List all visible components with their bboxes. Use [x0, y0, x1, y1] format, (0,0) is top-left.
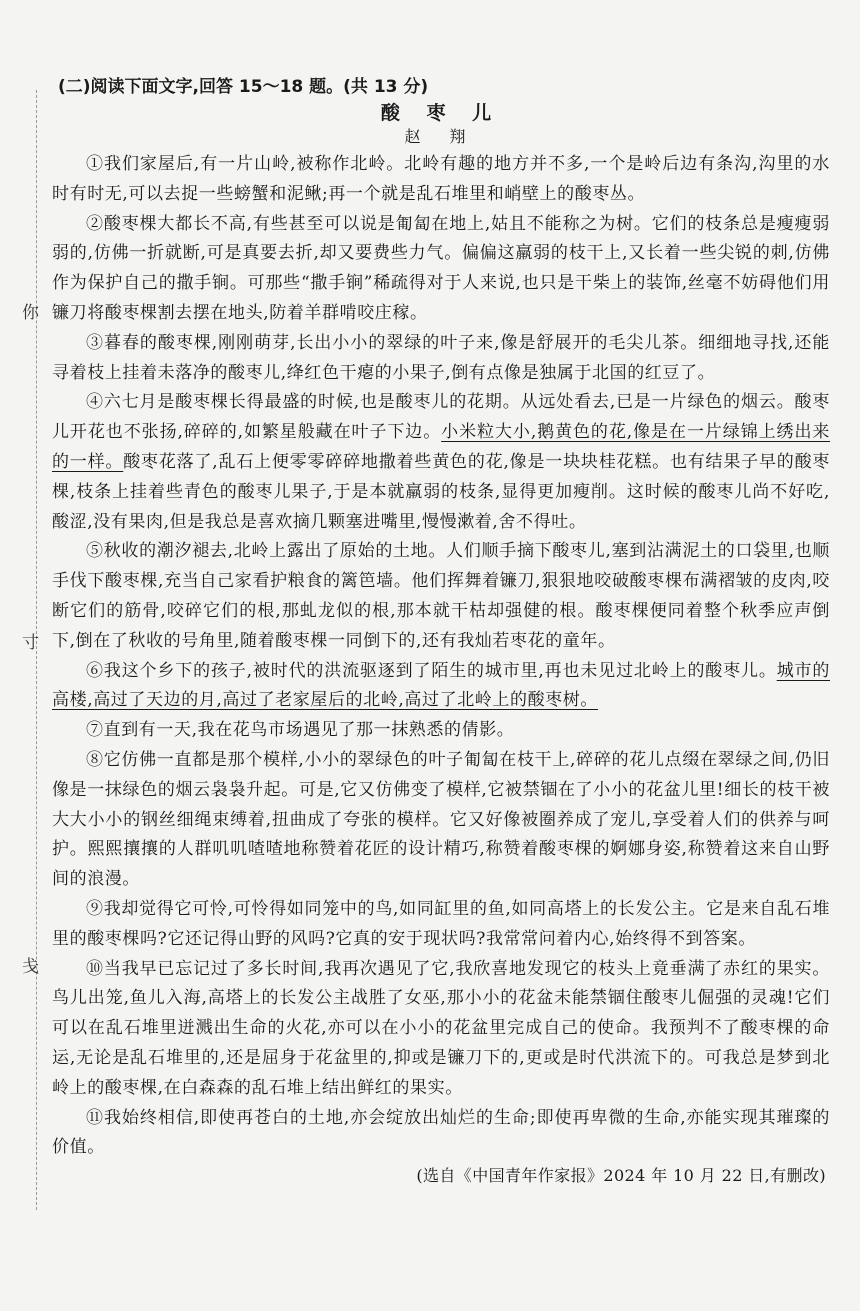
paragraph-text: ①我们家屋后,有一片山岭,被称作北岭。北岭有趣的地方并不多,一个是岭后边有条沟,沟里的水时有时无,可以去捉一些螃蟹和泥鳅;再一个就是乱石堆里和峭壁上的酸枣丛。	[52, 154, 830, 204]
paragraph-text: ④六七月是酸枣棵长得最盛的时候,也是酸枣儿的花期。从远处看去,已是一片绿色的烟云。酸枣儿开花也不张扬,碎碎的,如繁星般藏在叶子下边。	[52, 392, 830, 443]
paragraph-8	[52, 746, 830, 895]
paragraph-text: ②酸枣棵大都长不高,有些甚至可以说是匍匐在地上,姑且不能称之为树。它们的枝条总是瘦瘦弱弱的,仿佛一折就断,可是真要去折,却又要费些力气。偏偏这羸弱的枝干上,又长着一些尖锐的刺,仿佛作为保护自己的撒手锏。可那些“撒手锏”稀疏得对于人来说,也只是干柴上的装饰,丝毫不妨碍他们用镰刀将酸枣棵割去摆在地头,防着羊群啃咬庄稼。	[52, 213, 830, 323]
margin-mark: 戋	[22, 957, 39, 977]
paragraph-11	[52, 1104, 830, 1164]
paragraph-2	[52, 210, 830, 329]
paragraph-text: ⑦直到有一天,我在花鸟市场遇见了那一抹熟悉的倩影。	[86, 720, 515, 741]
paragraph-10	[52, 955, 830, 1104]
passage-title: 酸 枣 儿	[380, 102, 502, 124]
reading-passage	[52, 76, 830, 1163]
paragraph-6	[52, 657, 830, 717]
passage-author: 赵 翔	[404, 127, 478, 146]
paragraph-3	[52, 329, 830, 389]
paragraph-text: ⑤秋收的潮汐褪去,北岭上露出了原始的土地。人们顺手摘下酸枣儿,塞到沾满泥土的口袋里,也顺手伐下酸枣棵,充当自己家看护粮食的篱笆墙。他们挥舞着镰刀,狠狠地咬破酸枣棵布满褶皱的皮肉,咬断它们的筋骨,咬碎它们的根,那虬龙似的根,那本就干枯却强健的根。酸枣棵便同着整个秋季应声倒下,倒在了秋收的号角里,随着酸枣棵一同倒下的,还有我灿若枣花的童年。	[52, 541, 830, 651]
paragraph-text: ⑪我始终相信,即使再苍白的土地,亦会绽放出灿烂的生命;即使再卑微的生命,亦能实现其璀璨的价值。	[52, 1107, 830, 1158]
paragraph-4	[52, 388, 830, 537]
underlined-sentence: 小米粒大小,鹅黄色的花,像是在一片绿锦上绣出来的一样。	[52, 422, 831, 472]
margin-mark: 寸	[22, 633, 39, 653]
paragraph-1	[52, 150, 830, 210]
paragraph-text: 酸枣花落了,乱石上便零零碎碎地撒着些黄色的花,像是一块块桂花糕。也有结果子早的酸枣棵,枝条上挂着些青色的酸枣儿果子,于是本就羸弱的枝条,显得更加瘦削。这时候的酸枣儿尚不好吃,酸涩,没有果肉,但是我总是喜欢摘几颗塞进嘴里,慢慢漱着,舍不得吐。	[52, 451, 831, 532]
paragraph-list	[52, 150, 830, 1163]
underlined-sentence: 城市的高楼,高过了天边的月,高过了老家屋后的北岭,高过了北岭上的酸枣树。	[52, 660, 830, 711]
paragraph-text: ⑧它仿佛一直都是那个模样,小小的翠绿色的叶子匍匐在枝干上,碎碎的花儿点缀在翠绿之间,仍旧像是一抹绿色的烟云袅袅升起。可是,它又仿佛变了模样,它被禁锢在了小小的花盆儿里!细长的枝干被大大小小的钢丝细绳束缚着,扭曲成了夸张的模样。它又好像被圈养成了宠儿,享受着人们的供养与呵护。熙熙攘攘的人群叽叽喳喳地称赞着花匠的设计精巧,称赞着酸枣棵的婀娜身姿,称赞着这来自山野间的浪漫。	[52, 749, 830, 890]
paragraph-text: ⑨我却觉得它可怜,可怜得如同笼中的鸟,如同缸里的鱼,如同高塔上的长发公主。它是来自乱石堆里的酸枣棵吗?它还记得山野的风吗?它真的安于现状吗?我常常问着内心,始终得不到答案。	[52, 898, 830, 949]
margin-mark: 你	[22, 303, 39, 323]
paragraph-5	[52, 537, 830, 656]
paragraph-7	[52, 716, 830, 746]
paragraph-9	[52, 895, 830, 955]
source-citation: (选自《中国青年作家报》2024 年 10 月 22 日,有删改)	[416, 1166, 826, 1185]
paragraph-text: ⑥我这个乡下的孩子,被时代的洪流驱逐到了陌生的城市里,再也未见过北岭上的酸枣儿。	[86, 660, 777, 681]
section-heading: (二)阅读下面文字,回答 15～18 题。(共 13 分)	[58, 77, 429, 97]
paragraph-text: ⑩当我早已忘记过了多长时间,我再次遇见了它,我欣喜地发现它的枝头上竟垂满了赤红的果实。鸟儿出笼,鱼儿入海,高塔上的长发公主战胜了女巫,那小小的花盆未能禁锢住酸枣儿倔强的灵魂!它们可以在乱石堆里迸溅出生命的火花,亦可以在小小的花盆里完成自己的使命。我预判不了酸枣棵的命运,无论是乱石堆里的,还是屈身于花盆里的,抑或是镰刀下的,更或是时代洪流下的。可我总是梦到北岭上的酸枣棵,在白森森的乱石堆上结出鲜红的果实。	[52, 958, 830, 1098]
paragraph-text: ③暮春的酸枣棵,刚刚萌芽,长出小小的翠绿的叶子来,像是舒展开的毛尖儿茶。细细地寻找,还能寻着枝上挂着未落净的酸枣儿,绛红色干瘪的小果子,倒有点像是独属于北国的红豆了。	[52, 332, 830, 383]
